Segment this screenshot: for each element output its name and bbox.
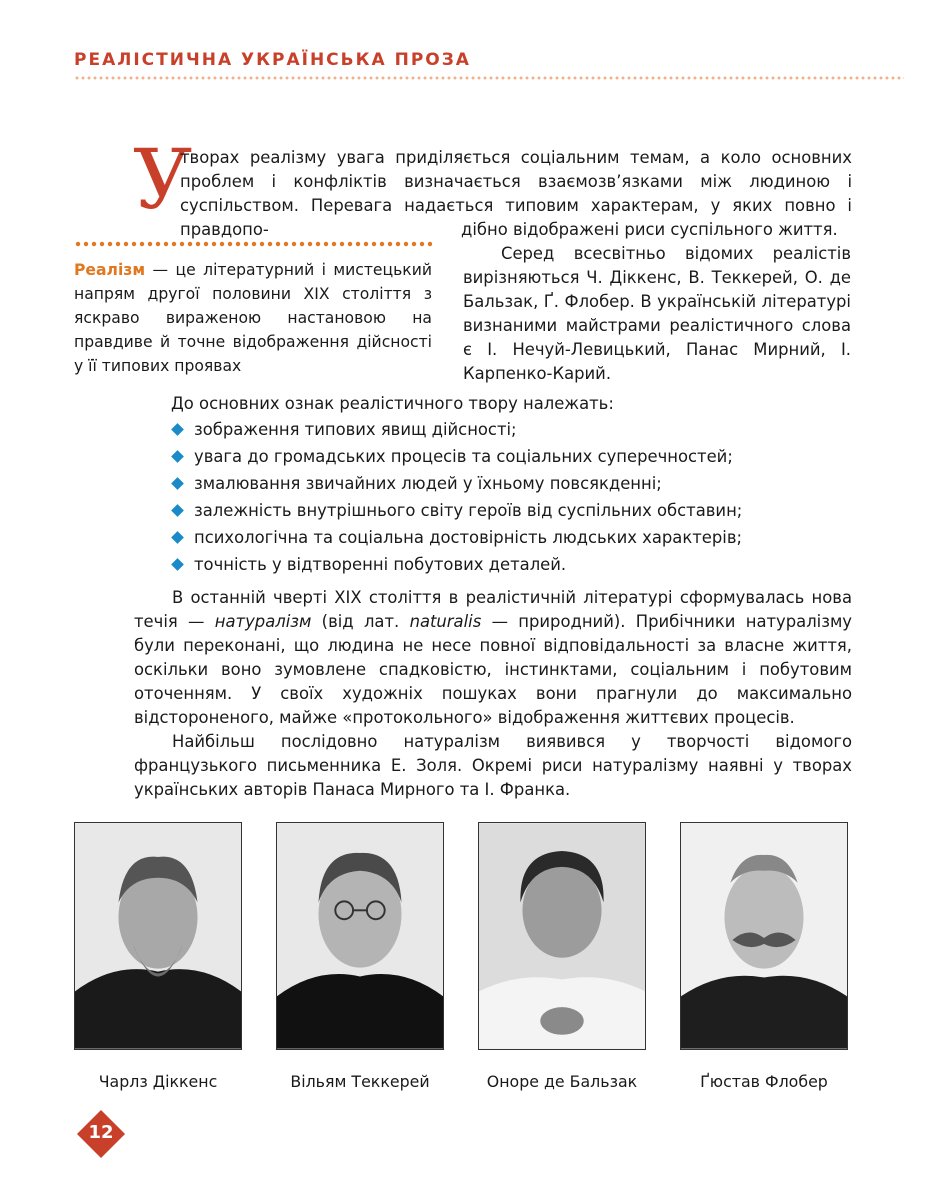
page-number: 12: [88, 1122, 114, 1143]
list-item: увага до громадських процесів та соціальних суперечностей;: [171, 443, 742, 470]
list-item: точність у відтворенні побутових деталей.: [171, 551, 742, 578]
portrait-dickens: [74, 822, 242, 1050]
portrait-thackeray: [276, 822, 444, 1050]
definition-dotted-rule: [74, 241, 432, 247]
diamond-bullet-icon: [171, 423, 184, 436]
diamond-bullet-icon: [171, 504, 184, 517]
definition-box: [74, 258, 432, 378]
naturalism-paragraph: В останній чверті ХІХ століття в реалістичній літературі сформувалась нова течія — натуралізм (від лат. naturalis — природний). Прибічники натуралізму були переконані, що людина не несе повної відповідальності за власне життя, оскільки воно зумовлене спадковістю, інстинктами, соціальним і побутовим оточенням. У своїх художніх пошуках вони прагнули до максимально відстороненого, майже «протокольного» відображення життєвих процесів.: [134, 588, 853, 727]
page-number-badge: [77, 1110, 125, 1158]
diamond-bullet-icon: [171, 531, 184, 544]
naturalism-term: натуралізм: [214, 612, 312, 631]
caption-thackeray: Вільям Теккерей: [290, 1072, 430, 1091]
intro-paragraph: творах реалізму увага приділяється соціальним темам, а коло основних проблем і конфліктів визначається взаємозв’язками між людиною і суспільством. Перевага надається типовим характерам, у яких повно і правдопо-: [180, 148, 852, 239]
diamond-bullet-icon: [171, 558, 184, 571]
list-item: змалювання звичайних людей у їхньому повсякденні;: [171, 470, 742, 497]
header-dotted-rule: [74, 76, 904, 80]
definition-text: — це літературний і мистецький напрям другої половини ХІХ століття з яскраво вираженою настановою на правдиве й точне відображення дійсності у її типових проявах: [74, 261, 432, 375]
list-intro: До основних ознак реалістичного твору належать:: [171, 394, 614, 413]
definition-term: Реалізм: [74, 261, 146, 279]
list-item: зображення типових явищ дійсності;: [171, 416, 742, 443]
caption-balzac: Оноре де Бальзак: [486, 1072, 638, 1091]
portrait-flaubert: [680, 822, 848, 1050]
portrait-balzac: [478, 822, 646, 1050]
drop-cap: У: [133, 133, 193, 228]
features-list: [171, 416, 742, 578]
diamond-bullet-icon: [171, 477, 184, 490]
intro-continuation: дібно відображені риси суспільного життя.: [461, 220, 838, 239]
zola-paragraph: Найбільш послідовно натуралізм виявився у творчості відомого французького письменника Е. Золя. Окремі риси натуралізму наявні у творах українських авторів Панаса Мирного та І. Франка.: [134, 732, 852, 799]
diamond-bullet-icon: [171, 450, 184, 463]
caption-flaubert: Ґюстав Флобер: [700, 1072, 828, 1091]
page-header-title: РЕАЛІСТИЧНА УКРАЇНСЬКА ПРОЗА: [74, 50, 471, 70]
list-item: залежність внутрішнього світу героїв від суспільних обставин;: [171, 497, 742, 524]
caption-dickens: Чарлз Діккенс: [98, 1072, 218, 1091]
latin-term: naturalis: [409, 612, 482, 631]
realists-paragraph: Серед всесвітньо відомих реалістів вирізняються Ч. Діккенс, В. Теккерей, О. де Бальзак, Ґ. Флобер. В українській літературі визнаними майстрами реалістичного слова є І. Нечуй-Левицький, Панас Мирний, І. Карпенко-Карий.: [463, 244, 851, 383]
list-item: психологічна та соціальна достовірність людських характерів;: [171, 524, 742, 551]
